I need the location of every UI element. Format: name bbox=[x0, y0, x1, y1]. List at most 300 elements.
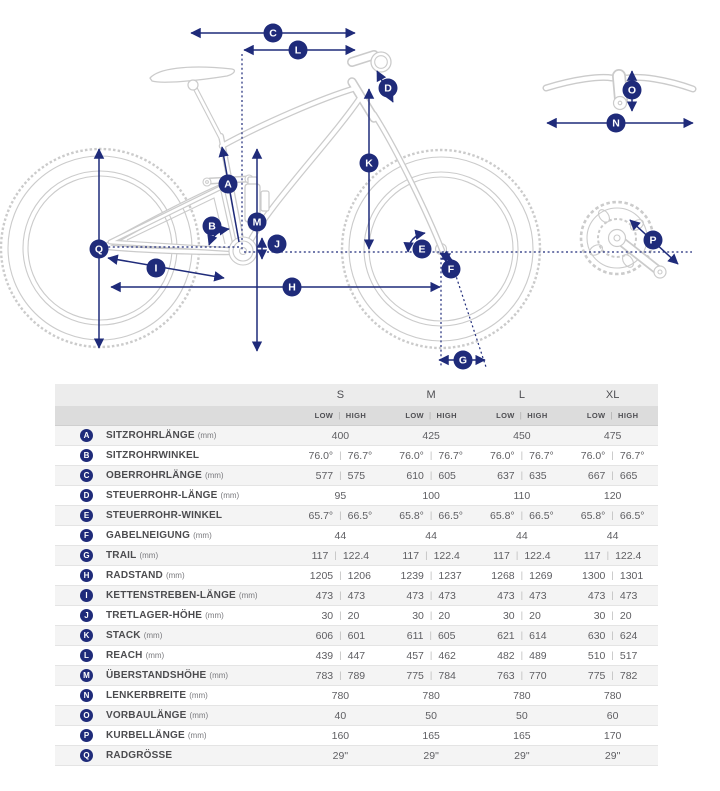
separator: | bbox=[520, 670, 524, 681]
value-cell-l bbox=[477, 530, 568, 542]
value-low: 44 bbox=[425, 529, 437, 542]
row-letter-badge: K bbox=[80, 629, 93, 642]
value-high: 1206 bbox=[347, 569, 371, 582]
marker-c bbox=[264, 24, 283, 43]
value-high: 624 bbox=[619, 629, 638, 642]
table-row-m bbox=[55, 666, 658, 686]
separator: | bbox=[339, 670, 342, 681]
row-unit: (mm) bbox=[139, 551, 159, 560]
row-unit: (mm) bbox=[143, 631, 163, 640]
bottom-bracket-drawing bbox=[229, 237, 257, 265]
row-letter-badge: G bbox=[80, 549, 93, 562]
value-cell-m bbox=[386, 670, 477, 682]
marker-letter: C bbox=[269, 27, 277, 40]
row-label: OBERROHRLÄNGE bbox=[106, 470, 202, 481]
value-cell-l bbox=[477, 670, 568, 682]
separator: | bbox=[611, 470, 614, 481]
value-low: 577 bbox=[315, 469, 334, 482]
row-label: ÜBERSTANDSHÖHE bbox=[106, 670, 207, 681]
value-low: 117 bbox=[583, 549, 601, 562]
value-cell-s bbox=[295, 650, 386, 662]
row-label: STEUERROHR-LÄNGE bbox=[106, 490, 218, 501]
high-label: HIGH bbox=[436, 411, 457, 420]
separator: | bbox=[429, 470, 433, 481]
value-cell-m bbox=[386, 530, 477, 542]
value-cell-xl bbox=[567, 470, 658, 482]
value-cell-xl bbox=[567, 750, 658, 762]
row-label: LENKERBREITE bbox=[106, 690, 187, 701]
separator: | bbox=[334, 550, 337, 561]
value-high: 66.5° bbox=[619, 509, 645, 522]
arrow-i-chainstay bbox=[108, 258, 224, 278]
marker-p bbox=[644, 231, 663, 250]
value-low: 475 bbox=[603, 429, 622, 442]
separator: | bbox=[611, 610, 614, 621]
value-high: 76.7° bbox=[529, 449, 554, 462]
value-high: 473 bbox=[619, 589, 638, 602]
value-high: 1301 bbox=[619, 569, 644, 582]
row-unit: (mm) bbox=[205, 611, 224, 620]
marker-i bbox=[147, 259, 166, 278]
value-high: 66.5° bbox=[347, 509, 373, 522]
value-cell-s bbox=[295, 430, 386, 442]
value-high: 76.7° bbox=[438, 449, 463, 462]
row-label-cell bbox=[55, 629, 295, 642]
row-label-cell bbox=[55, 529, 295, 542]
value-low: 667 bbox=[587, 469, 606, 482]
value-cell-m bbox=[386, 630, 477, 642]
value-cell-l bbox=[477, 690, 568, 702]
separator: | bbox=[339, 630, 342, 641]
value-low: 76.0° bbox=[308, 449, 334, 462]
value-cell-m bbox=[386, 490, 477, 502]
value-cell-xl bbox=[567, 690, 658, 702]
separator: | bbox=[338, 411, 341, 420]
value-high: 20 bbox=[438, 609, 451, 622]
marker-letter: L bbox=[294, 44, 302, 57]
low-label: LOW bbox=[405, 411, 425, 420]
value-cell-l bbox=[477, 490, 568, 502]
value-cell-xl bbox=[567, 570, 658, 582]
value-high: 462 bbox=[438, 649, 456, 662]
value-high: 665 bbox=[619, 469, 638, 482]
row-label: SITZROHRWINKEL bbox=[106, 450, 200, 461]
row-label: KURBELLÄNGE bbox=[106, 730, 185, 741]
row-unit: (mm) bbox=[238, 591, 258, 600]
value-cell-s bbox=[295, 590, 386, 602]
value-high: 76.7° bbox=[619, 449, 645, 462]
value-cell-m bbox=[386, 650, 477, 662]
row-unit: (mm) bbox=[197, 431, 217, 440]
value-cell-l bbox=[477, 650, 568, 662]
marker-letter: I bbox=[154, 262, 158, 275]
value-cell-xl bbox=[567, 710, 658, 722]
table-row-f bbox=[55, 526, 658, 546]
separator: | bbox=[520, 590, 524, 601]
value-low: 117 bbox=[402, 549, 420, 562]
marker-o bbox=[623, 81, 642, 100]
size-header-s: S bbox=[336, 389, 345, 401]
separator: | bbox=[515, 550, 519, 561]
value-cell-m bbox=[386, 590, 477, 602]
geometry-table-body bbox=[55, 426, 658, 766]
marker-b bbox=[203, 217, 222, 236]
value-cell-xl bbox=[567, 650, 658, 662]
value-low: 473 bbox=[406, 589, 424, 602]
value-high: 770 bbox=[529, 669, 547, 682]
value-cell-xl bbox=[567, 530, 658, 542]
marker-letter: G bbox=[458, 354, 468, 367]
high-label: HIGH bbox=[618, 411, 639, 420]
marker-e bbox=[413, 240, 432, 259]
value-cell-l bbox=[477, 730, 568, 742]
value-low: 160 bbox=[331, 729, 350, 742]
row-letter-badge: J bbox=[80, 609, 93, 622]
row-label: RADGRÖSSE bbox=[106, 750, 173, 761]
row-label-cell bbox=[55, 609, 295, 622]
value-cell-s bbox=[295, 710, 386, 722]
row-label-cell bbox=[55, 489, 295, 502]
value-low: 29" bbox=[604, 749, 621, 762]
row-label: RADSTAND bbox=[106, 570, 163, 581]
marker-h bbox=[283, 278, 302, 297]
value-cell-l bbox=[477, 630, 568, 642]
row-letter-badge: P bbox=[80, 729, 93, 742]
table-row-p bbox=[55, 726, 658, 746]
value-low: 630 bbox=[587, 629, 606, 642]
separator: | bbox=[520, 570, 524, 581]
geometry-table bbox=[55, 384, 658, 766]
value-cell-m bbox=[386, 430, 477, 442]
value-high: 517 bbox=[619, 649, 638, 662]
row-label: STACK bbox=[106, 630, 141, 641]
separator: | bbox=[520, 470, 524, 481]
value-high: 489 bbox=[529, 649, 547, 662]
row-unit: (mm) bbox=[187, 731, 207, 740]
value-low: 30 bbox=[593, 609, 606, 622]
size-header-xl: XL bbox=[605, 389, 620, 401]
value-cell-xl bbox=[567, 610, 658, 622]
value-low: 95 bbox=[334, 489, 347, 502]
value-high: 575 bbox=[347, 469, 366, 482]
value-low: 780 bbox=[331, 689, 350, 702]
value-cell-s bbox=[295, 470, 386, 482]
value-low: 29" bbox=[514, 749, 530, 762]
table-row-c bbox=[55, 466, 658, 486]
value-cell-s bbox=[295, 730, 386, 742]
value-cell-l bbox=[477, 610, 568, 622]
row-unit: (mm) bbox=[189, 691, 208, 700]
row-label-cell bbox=[55, 569, 295, 582]
row-label: KETTENSTREBEN-LÄNGE bbox=[106, 590, 236, 601]
marker-letter: E bbox=[418, 243, 426, 256]
low-label: LOW bbox=[496, 411, 515, 420]
value-cell-m bbox=[386, 750, 477, 762]
value-cell-xl bbox=[567, 590, 658, 602]
value-high: 20 bbox=[347, 609, 360, 622]
separator: | bbox=[611, 590, 614, 601]
value-low: 29" bbox=[423, 749, 439, 762]
value-cell-m bbox=[386, 570, 477, 582]
row-label-cell bbox=[55, 549, 295, 562]
separator: | bbox=[339, 650, 342, 661]
table-row-j bbox=[55, 606, 658, 626]
value-high: 473 bbox=[529, 589, 547, 602]
value-high: 473 bbox=[347, 589, 366, 602]
size-header-l: L bbox=[518, 389, 525, 401]
row-letter-badge: E bbox=[80, 509, 93, 522]
marker-k bbox=[360, 154, 379, 173]
separator: | bbox=[429, 411, 432, 420]
row-letter-badge: O bbox=[80, 709, 93, 722]
value-cell-xl bbox=[567, 630, 658, 642]
value-low: 610 bbox=[406, 469, 424, 482]
arrow-f-fork-offset bbox=[440, 253, 452, 260]
separator: | bbox=[611, 670, 614, 681]
size-header-m: M bbox=[426, 389, 436, 401]
value-cell-s bbox=[295, 490, 386, 502]
value-low: 606 bbox=[315, 629, 334, 642]
value-low: 457 bbox=[406, 649, 424, 662]
value-low: 473 bbox=[497, 589, 515, 602]
high-label: HIGH bbox=[527, 411, 548, 420]
value-cell-m bbox=[386, 730, 477, 742]
value-cell-m bbox=[386, 450, 477, 462]
marker-letter: P bbox=[649, 234, 657, 247]
value-high: 122.4 bbox=[433, 549, 460, 562]
marker-m bbox=[248, 213, 267, 232]
row-label: REACH bbox=[106, 650, 143, 661]
marker-f bbox=[442, 260, 461, 279]
low-high-header bbox=[477, 411, 568, 420]
separator: | bbox=[520, 610, 524, 621]
row-letter-badge: D bbox=[80, 489, 93, 502]
value-high: 784 bbox=[438, 669, 456, 682]
row-label-cell bbox=[55, 749, 295, 762]
marker-letter: J bbox=[274, 238, 280, 251]
marker-letter: B bbox=[208, 220, 216, 233]
separator: | bbox=[520, 510, 524, 521]
marker-letter: O bbox=[627, 84, 637, 97]
bike-geometry-diagram bbox=[0, 0, 720, 380]
value-low: 621 bbox=[497, 629, 515, 642]
row-letter-badge: C bbox=[80, 469, 93, 482]
row-unit: (mm) bbox=[193, 531, 212, 540]
row-letter-badge: I bbox=[80, 589, 93, 602]
row-label: TRAIL bbox=[106, 550, 137, 561]
value-cell-l bbox=[477, 590, 568, 602]
value-low: 1300 bbox=[582, 569, 606, 582]
separator: | bbox=[339, 510, 342, 521]
value-high: 66.5° bbox=[438, 509, 463, 522]
low-high-header bbox=[295, 411, 386, 420]
separator: | bbox=[429, 650, 433, 661]
marker-g bbox=[454, 351, 473, 370]
value-low: 110 bbox=[513, 489, 531, 502]
value-low: 50 bbox=[516, 709, 528, 722]
value-cell-l bbox=[477, 710, 568, 722]
table-row-b bbox=[55, 446, 658, 466]
value-low: 400 bbox=[331, 429, 350, 442]
separator: | bbox=[429, 630, 432, 641]
separator: | bbox=[606, 550, 610, 561]
low-label: LOW bbox=[314, 411, 334, 420]
table-row-q bbox=[55, 746, 658, 766]
marker-letter: H bbox=[288, 281, 296, 294]
value-low: 65.8° bbox=[580, 509, 606, 522]
value-low: 611 bbox=[406, 629, 424, 642]
value-cell-l bbox=[477, 470, 568, 482]
table-row-g bbox=[55, 546, 658, 566]
table-row-d bbox=[55, 486, 658, 506]
value-cell-xl bbox=[567, 430, 658, 442]
value-cell-s bbox=[295, 550, 386, 562]
separator: | bbox=[519, 411, 523, 420]
low-label: LOW bbox=[586, 411, 606, 420]
value-low: 30 bbox=[412, 609, 424, 622]
value-cell-m bbox=[386, 690, 477, 702]
table-row-i bbox=[55, 586, 658, 606]
row-label-cell bbox=[55, 429, 295, 442]
value-low: 482 bbox=[497, 649, 515, 662]
separator: | bbox=[520, 650, 524, 661]
value-low: 783 bbox=[315, 669, 334, 682]
row-unit: (mm) bbox=[145, 651, 165, 660]
value-cell-s bbox=[295, 530, 386, 542]
saddle-drawing bbox=[150, 67, 234, 90]
value-low: 165 bbox=[513, 729, 531, 742]
separator: | bbox=[429, 570, 433, 581]
value-low: 780 bbox=[513, 689, 531, 702]
value-low: 76.0° bbox=[580, 449, 606, 462]
value-cell-l bbox=[477, 570, 568, 582]
table-row-a bbox=[55, 426, 658, 446]
value-cell-l bbox=[477, 430, 568, 442]
value-low: 450 bbox=[513, 429, 531, 442]
size-header-row bbox=[55, 384, 658, 406]
high-label: HIGH bbox=[345, 411, 367, 420]
marker-letter: A bbox=[224, 178, 232, 191]
value-low: 1205 bbox=[309, 569, 334, 582]
separator: | bbox=[520, 630, 524, 641]
value-high: 66.5° bbox=[529, 509, 554, 522]
value-cell-s bbox=[295, 570, 386, 582]
value-high: 782 bbox=[619, 669, 638, 682]
value-low: 65.7° bbox=[308, 509, 334, 522]
value-high: 76.7° bbox=[347, 449, 373, 462]
value-low: 100 bbox=[422, 489, 440, 502]
separator: | bbox=[339, 470, 342, 481]
value-low: 44 bbox=[606, 529, 619, 542]
row-label-cell bbox=[55, 649, 295, 662]
separator: | bbox=[339, 590, 342, 601]
separator: | bbox=[611, 510, 614, 521]
row-label-cell bbox=[55, 449, 295, 462]
row-letter-badge: M bbox=[80, 669, 93, 682]
separator: | bbox=[611, 570, 614, 581]
separator: | bbox=[610, 411, 614, 420]
marker-letter: Q bbox=[94, 243, 104, 256]
separator: | bbox=[429, 590, 433, 601]
value-cell-m bbox=[386, 510, 477, 522]
value-high: 1237 bbox=[438, 569, 462, 582]
value-cell-xl bbox=[567, 670, 658, 682]
marker-letter: N bbox=[612, 117, 620, 130]
value-low: 65.8° bbox=[399, 509, 424, 522]
value-cell-xl bbox=[567, 510, 658, 522]
value-high: 605 bbox=[437, 629, 456, 642]
marker-l bbox=[289, 41, 308, 60]
table-row-l bbox=[55, 646, 658, 666]
separator: | bbox=[339, 570, 342, 581]
value-low: 473 bbox=[587, 589, 606, 602]
value-high: 20 bbox=[619, 609, 632, 622]
separator: | bbox=[429, 670, 433, 681]
value-cell-xl bbox=[567, 730, 658, 742]
value-cell-l bbox=[477, 510, 568, 522]
row-label: SITZROHRLÄNGE bbox=[106, 430, 195, 441]
bike-artwork bbox=[1, 52, 693, 348]
row-label: TRETLAGER-HÖHE bbox=[106, 610, 203, 621]
value-low: 76.0° bbox=[399, 449, 424, 462]
value-cell-s bbox=[295, 690, 386, 702]
value-high: 601 bbox=[347, 629, 366, 642]
value-cell-s bbox=[295, 510, 386, 522]
value-low: 425 bbox=[422, 429, 440, 442]
value-low: 165 bbox=[422, 729, 440, 742]
value-low: 637 bbox=[497, 469, 515, 482]
value-low: 44 bbox=[516, 529, 528, 542]
value-cell-s bbox=[295, 610, 386, 622]
row-label-cell bbox=[55, 689, 295, 702]
separator: | bbox=[339, 610, 342, 621]
value-low: 50 bbox=[425, 709, 437, 722]
value-low: 170 bbox=[603, 729, 622, 742]
separator: | bbox=[429, 450, 433, 461]
row-unit: (mm) bbox=[220, 491, 240, 500]
marker-a bbox=[219, 175, 238, 194]
value-low: 780 bbox=[603, 689, 622, 702]
value-cell-l bbox=[477, 550, 568, 562]
table-row-n bbox=[55, 686, 658, 706]
value-low: 763 bbox=[497, 669, 515, 682]
separator: | bbox=[611, 450, 614, 461]
value-cell-m bbox=[386, 470, 477, 482]
value-cell-l bbox=[477, 450, 568, 462]
row-letter-badge: F bbox=[80, 529, 93, 542]
value-high: 20 bbox=[529, 609, 541, 622]
row-letter-badge: N bbox=[80, 689, 93, 702]
low-high-header bbox=[567, 411, 658, 420]
row-letter-badge: Q bbox=[80, 749, 93, 762]
row-unit: (mm) bbox=[204, 471, 224, 480]
row-label-cell bbox=[55, 669, 295, 682]
row-label-cell bbox=[55, 729, 295, 742]
value-low: 439 bbox=[315, 649, 334, 662]
value-cell-l bbox=[477, 750, 568, 762]
separator: | bbox=[339, 450, 342, 461]
value-cell-xl bbox=[567, 490, 658, 502]
value-high: 1269 bbox=[529, 569, 553, 582]
table-row-o bbox=[55, 706, 658, 726]
value-low: 775 bbox=[587, 669, 606, 682]
value-low: 76.0° bbox=[490, 449, 515, 462]
value-high: 605 bbox=[438, 469, 456, 482]
value-high: 122.4 bbox=[615, 549, 642, 562]
value-low: 780 bbox=[422, 689, 440, 702]
separator: | bbox=[611, 630, 614, 641]
value-low: 1268 bbox=[491, 569, 515, 582]
